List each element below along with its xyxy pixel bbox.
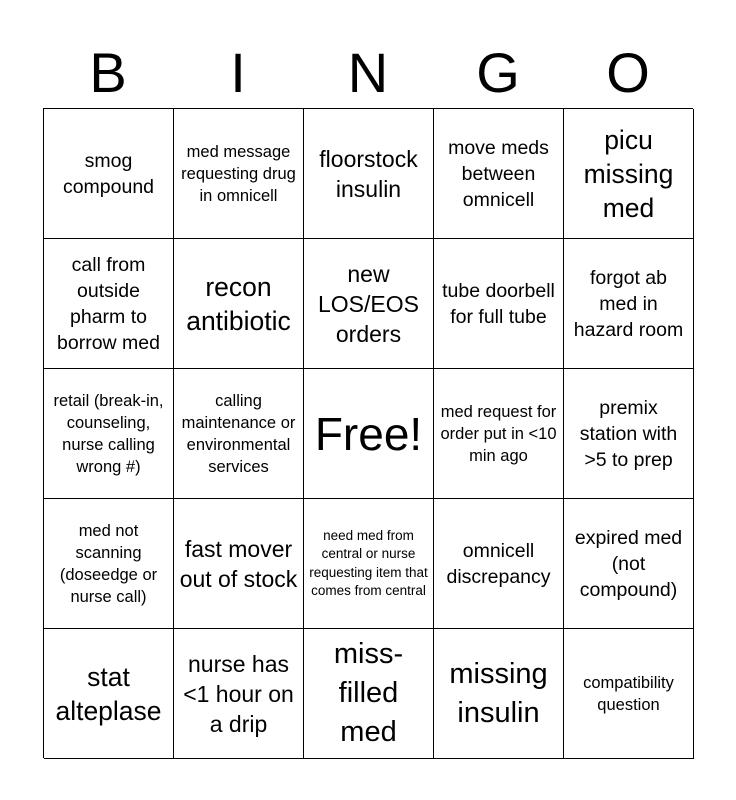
bingo-cell[interactable] — [564, 629, 694, 759]
bingo-cell[interactable] — [434, 109, 564, 239]
bingo-cell[interactable] — [434, 239, 564, 369]
cell-text: premix station with >5 to prep — [579, 396, 678, 471]
cell-text: tube doorbell for full tube — [442, 279, 555, 328]
cell-text: need med from central or nurse requesting item that comes from central — [309, 527, 428, 598]
bingo-cell[interactable] — [44, 239, 174, 369]
bingo-cell[interactable] — [174, 109, 304, 239]
bingo-cell[interactable] — [44, 369, 174, 499]
header-letter-b: B — [89, 41, 127, 104]
bingo-cell[interactable] — [564, 109, 694, 239]
bingo-cell[interactable] — [434, 629, 564, 759]
bingo-cell[interactable] — [174, 499, 304, 629]
cell-text: new LOS/EOS orders — [318, 260, 419, 347]
cell-text: recon antibiotic — [186, 271, 291, 336]
cell-text: picu missing med — [583, 124, 674, 223]
cell-text: call from outside pharm to borrow med — [57, 253, 160, 354]
cell-text: med request for order put in <10 min ago — [440, 402, 557, 465]
bingo-cell[interactable] — [174, 629, 304, 759]
bingo-cell[interactable] — [304, 109, 434, 239]
bingo-cell[interactable] — [564, 499, 694, 629]
cell-text: med not scanning (doseedge or nurse call) — [59, 521, 158, 606]
free-space-text: Free! — [314, 407, 423, 460]
bingo-cell[interactable] — [434, 499, 564, 629]
cell-text: stat alteplase — [55, 661, 162, 726]
cell-text: smog compound — [62, 149, 155, 198]
cell-text: med message requesting drug in omnicell — [181, 142, 296, 205]
bingo-cell[interactable] — [564, 369, 694, 499]
bingo-cell[interactable] — [304, 499, 434, 629]
bingo-cell[interactable] — [44, 629, 174, 759]
bingo-cell[interactable] — [304, 629, 434, 759]
cell-text: expired med (not compound) — [574, 526, 683, 601]
bingo-header — [43, 38, 693, 108]
cell-text: forgot ab med in hazard room — [573, 266, 684, 341]
cell-text: calling maintenance or environmental services — [181, 391, 296, 476]
header-letter-i: I — [230, 41, 246, 104]
cell-text: missing insulin — [449, 657, 548, 729]
header-letter-n: N — [347, 41, 389, 104]
bingo-grid — [43, 108, 693, 758]
bingo-cell[interactable] — [174, 239, 304, 369]
bingo-cell[interactable] — [304, 239, 434, 369]
cell-text: retail (break-in, counseling, nurse calling wrong #) — [53, 391, 164, 476]
cell-text: omnicell discrepancy — [446, 539, 551, 588]
cell-text: floorstock insulin — [319, 145, 418, 202]
cell-text: move meds between omnicell — [448, 136, 549, 211]
header-letter-o: O — [606, 41, 650, 104]
bingo-cell[interactable] — [44, 499, 174, 629]
cell-text: compatibility question — [583, 673, 674, 714]
cell-text: nurse has <1 hour on a drip — [183, 650, 294, 737]
bingo-cell[interactable] — [564, 239, 694, 369]
bingo-cell[interactable] — [174, 369, 304, 499]
cell-text: fast mover out of stock — [179, 535, 298, 592]
header-letter-g: G — [476, 41, 520, 104]
free-space-cell[interactable] — [304, 369, 434, 499]
bingo-cell[interactable] — [44, 109, 174, 239]
cell-text: miss-filled med — [333, 638, 404, 748]
bingo-cell[interactable] — [434, 369, 564, 499]
